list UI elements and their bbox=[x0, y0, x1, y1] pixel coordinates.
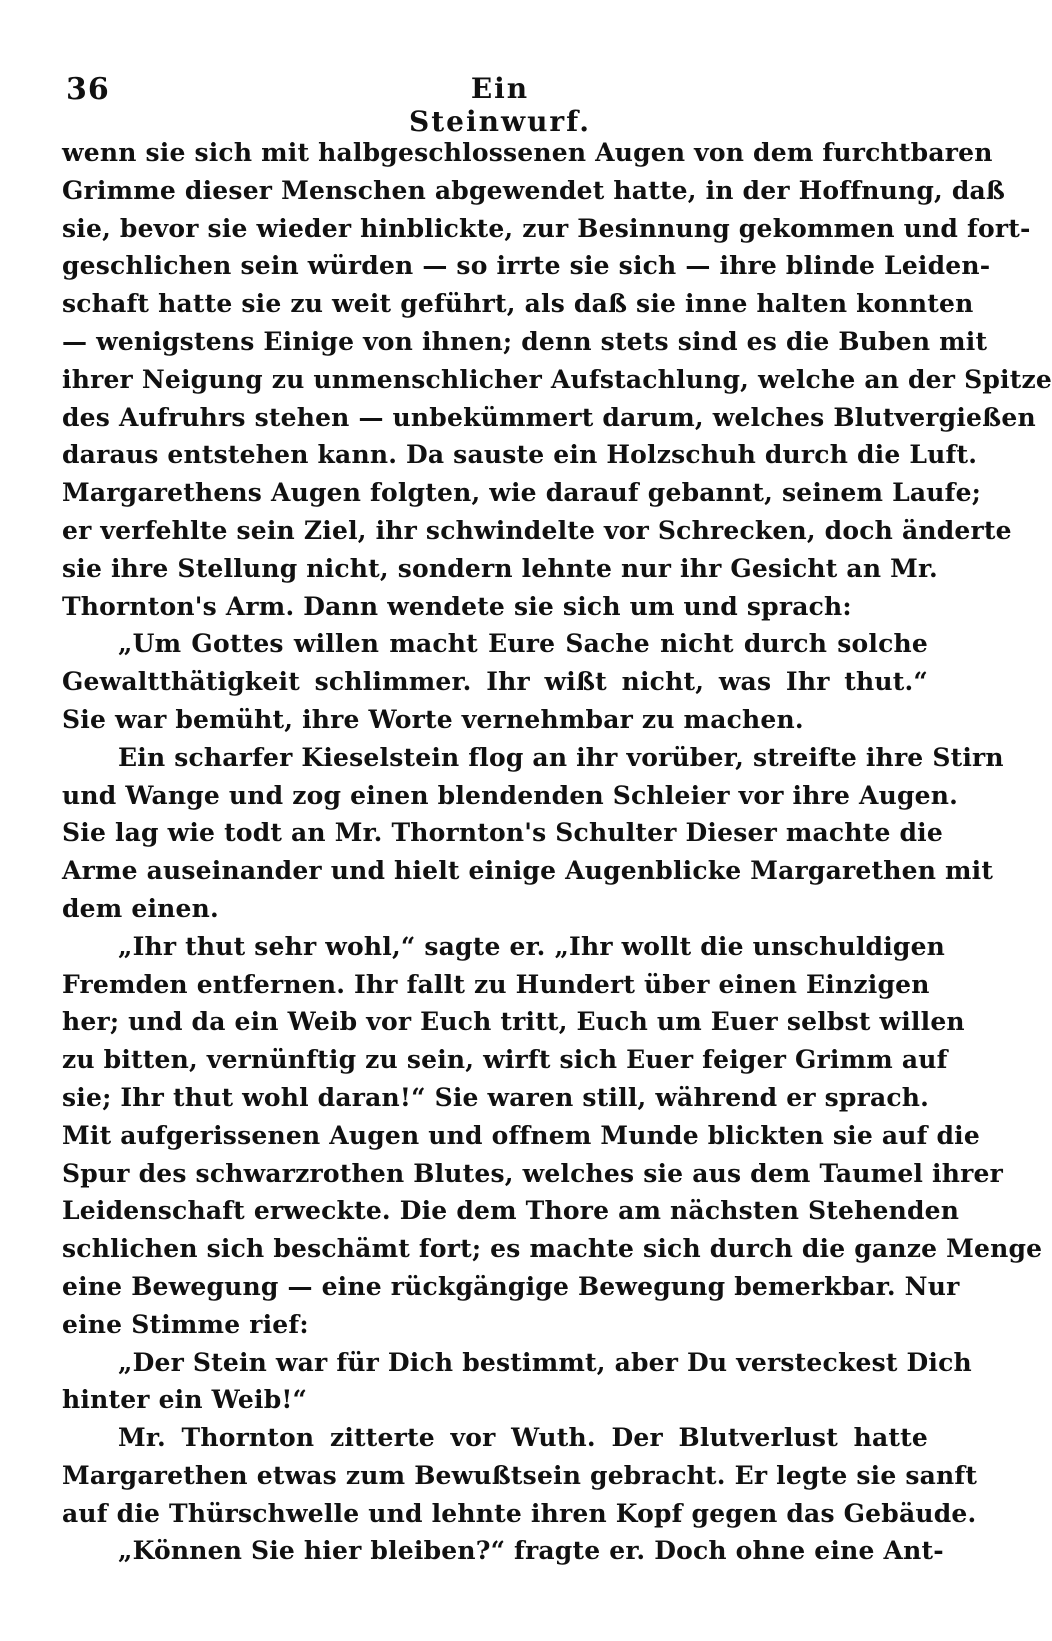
text-line: Sie lag wie todt an Mr. Thornton's Schulter Dieser machte die bbox=[62, 818, 943, 848]
page-header bbox=[0, 72, 1000, 138]
body-text bbox=[62, 134, 1052, 1570]
text-line: Gewaltthätigkeit schlimmer. Ihr wißt nicht, was Ihr thut.“ bbox=[62, 667, 928, 697]
text-line: eine Bewegung — eine rückgängige Bewegung bemerkbar. Nur bbox=[62, 1271, 960, 1301]
text-line: sie; Ihr thut wohl daran!“ Sie waren still, während er sprach. bbox=[62, 1082, 930, 1112]
text-line: Fremden entfernen. Ihr fallt zu Hundert über einen Einzigen bbox=[62, 969, 930, 999]
text-line: zu bitten, vernünftig zu sein, wirft sich Euer feiger Grimm auf bbox=[62, 1045, 948, 1075]
text-line: „Der Stein war für Dich bestimmt, aber Du versteckest Dich bbox=[118, 1347, 972, 1377]
text-line: Spur des schwarzrothen Blutes, welches sie aus dem Taumel ihrer bbox=[62, 1158, 1003, 1188]
text-line: Leidenschaft erweckte. Die dem Thore am nächsten Stehenden bbox=[62, 1196, 960, 1226]
text-line: eine Stimme rief: bbox=[62, 1309, 309, 1339]
text-line: her; und da ein Weib vor Euch tritt, Euch um Euer selbst willen bbox=[62, 1007, 965, 1037]
text-line: und Wange und zog einen blendenden Schleier vor ihre Augen. bbox=[62, 780, 959, 810]
text-line: wenn sie sich mit halbgeschlossenen Augen von dem furchtbaren bbox=[62, 138, 993, 167]
text-line: Mr. Thornton zitterte vor Wuth. Der Blutverlust hatte bbox=[118, 1423, 928, 1453]
text-line: „Ihr thut sehr wohl,“ sagte er. „Ihr wollt die unschuldigen bbox=[118, 931, 946, 961]
text-line: Grimme dieser Menschen abgewendet hatte, in der Hoffnung, daß bbox=[62, 175, 1006, 205]
text-line: dem einen. bbox=[62, 893, 219, 923]
text-line: „Können Sie hier bleiben?“ fragte er. Doch ohne eine Ant- bbox=[118, 1536, 944, 1566]
text-line: Mit aufgerissenen Augen und offnem Munde blickten sie auf die bbox=[62, 1120, 980, 1150]
text-line: Margarethens Augen folgten, wie darauf gebannt, seinem Laufe; bbox=[62, 478, 982, 508]
page-number: 36 bbox=[66, 72, 110, 107]
text-line: daraus entstehen kann. Da sauste ein Holzschuh durch die Luft. bbox=[62, 440, 978, 470]
text-line: Arme auseinander und hielt einige Augenblicke Margarethen mit bbox=[62, 856, 994, 886]
text-line: geschlichen sein würden — so irrte sie sich — ihre blinde Leiden- bbox=[62, 251, 991, 281]
text-line: Ein scharfer Kieselstein flog an ihr vorüber, streifte ihre Stirn bbox=[118, 742, 1004, 772]
text-line: des Aufruhrs stehen — unbekümmert darum, welches Blutvergießen bbox=[62, 402, 1036, 432]
running-title: Ein Steinwurf. bbox=[409, 72, 591, 138]
text-line: schlichen sich beschämt fort; es machte sich durch die ganze Menge bbox=[62, 1234, 1043, 1264]
text-line: schaft hatte sie zu weit geführt, als daß sie inne halten konnten bbox=[62, 289, 974, 319]
text-line: hinter ein Weib!“ bbox=[62, 1385, 308, 1415]
text-line: Thornton's Arm. Dann wendete sie sich um und sprach: bbox=[62, 591, 852, 621]
text-line: er verfehlte sein Ziel, ihr schwindelte vor Schrecken, doch änderte bbox=[62, 515, 1012, 545]
text-line: ihrer Neigung zu unmenschlicher Aufstachlung, welche an der Spitze bbox=[62, 364, 1052, 394]
text-line: Sie war bemüht, ihre Worte vernehmbar zu machen. bbox=[62, 704, 804, 734]
text-line: auf die Thürschwelle und lehnte ihren Kopf gegen das Gebäude. bbox=[62, 1498, 977, 1528]
text-line: — wenigstens Einige von ihnen; denn stets sind es die Buben mit bbox=[62, 326, 988, 356]
text-line: sie, bevor sie wieder hinblickte, zur Besinnung gekommen und fort- bbox=[62, 213, 1031, 243]
text-line: Margarethen etwas zum Bewußtsein gebracht. Er legte sie sanft bbox=[62, 1460, 978, 1490]
text-line: „Um Gottes willen macht Eure Sache nicht durch solche bbox=[118, 629, 928, 659]
text-line: sie ihre Stellung nicht, sondern lehnte nur ihr Gesicht an Mr. bbox=[62, 553, 938, 583]
